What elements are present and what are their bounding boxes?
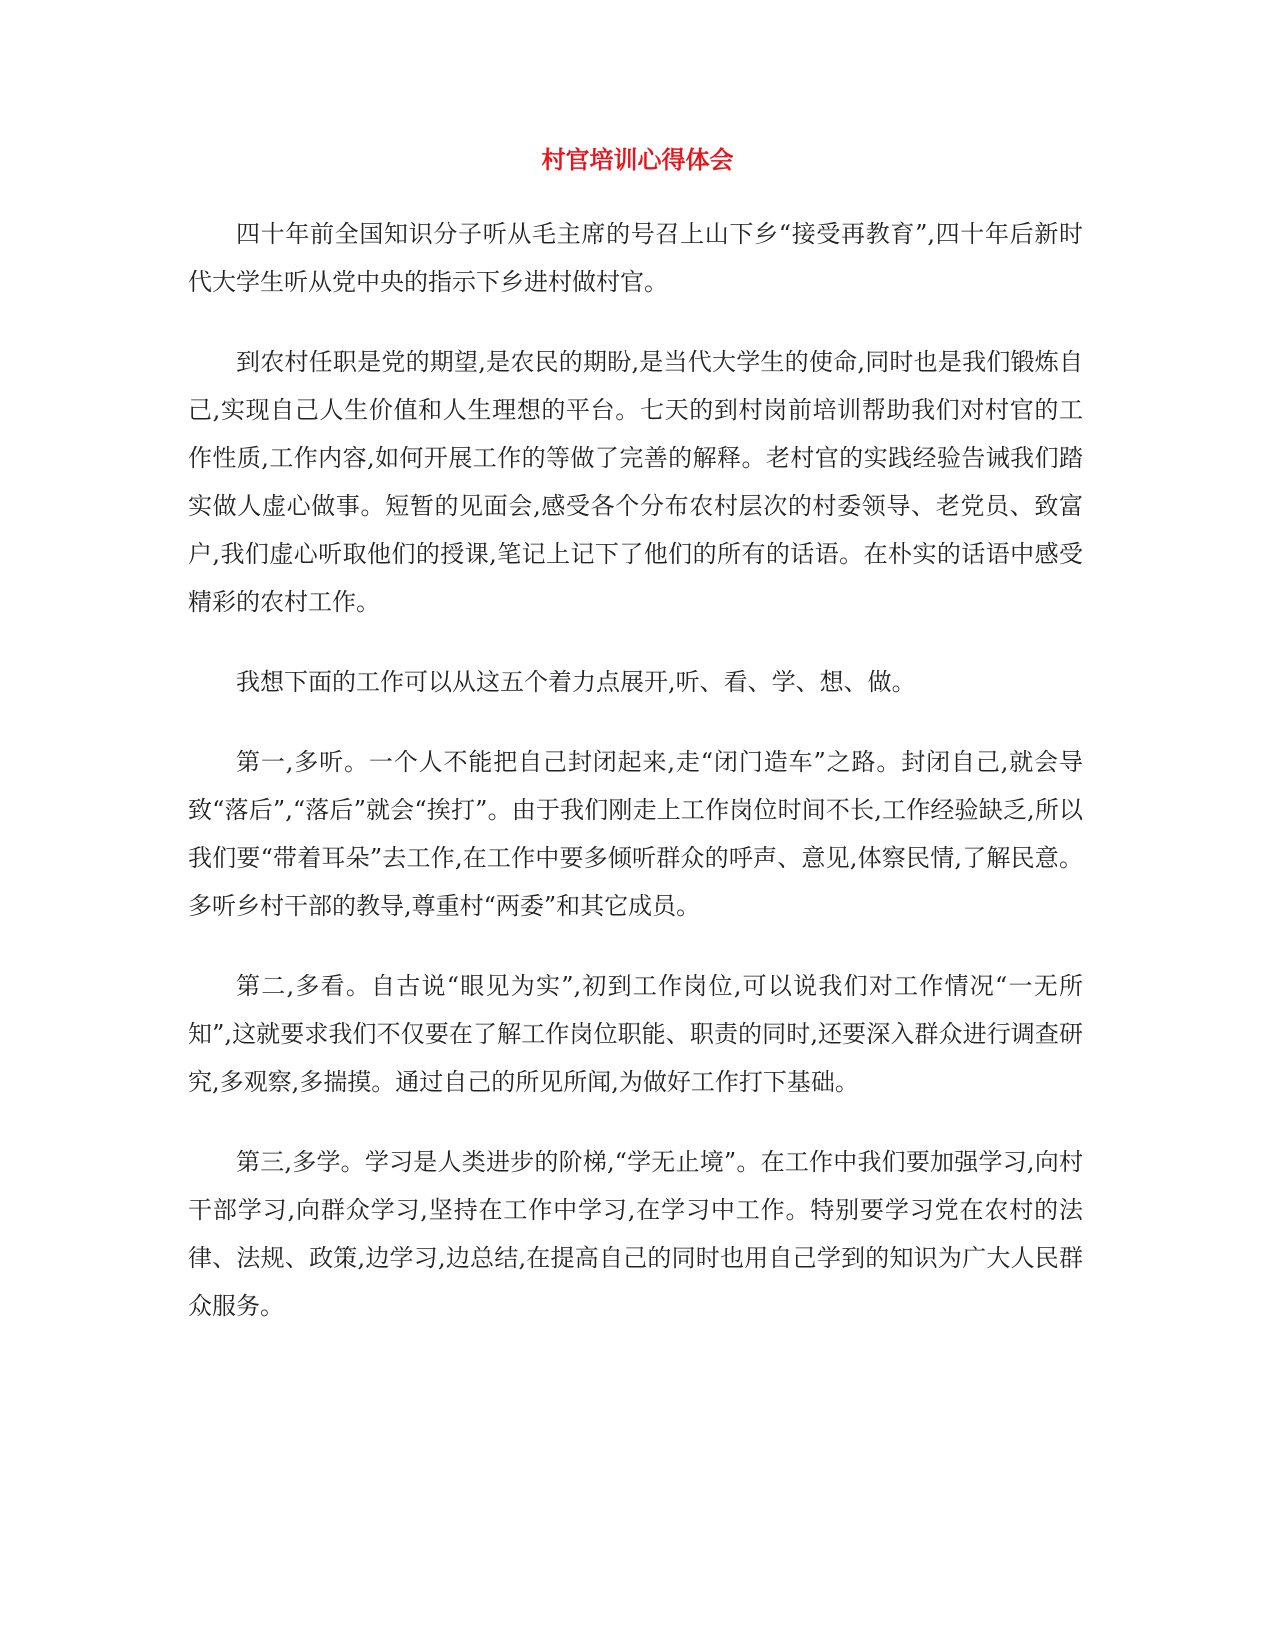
paragraph-1: 四十年前全国知识分子听从毛主席的号召上山下乡“接受再教育”,四十年后新时代大学生听从党中央的指示下乡进村做村官。	[188, 220, 1083, 296]
paragraph-2: 到农村任职是党的期望,是农民的期盼,是当代大学生的使命,同时也是我们锻炼自己,实现自己人生价值和人生理想的平台。七天的到村岗前培训帮助我们对村官的工作性质,工作内容,如何开展工作的等做了完善的解释。老村官的实践经验告诫我们踏实做人虚心做事。短暂的见面会,感受各个分布农村层次的村委领导、老党员、致富户,我们虚心听取他们的授课,笔记上记下了他们的所有的话语。在朴实的话语中感受精彩的农村工作。	[188, 348, 1083, 616]
document-body	[188, 210, 1083, 1362]
paragraph-6: 第三,多学。学习是人类进步的阶梯,“学无止境”。在工作中我们要加强学习,向村干部学习,向群众学习,坚持在工作中学习,在学习中工作。特别要学习党在农村的法律、法规、政策,边学习,边总结,在提高自己的同时也用自己学到的知识为广大人民群众服务。	[188, 1148, 1083, 1320]
paragraph-3: 我想下面的工作可以从这五个着力点展开,听、看、学、想、做。	[236, 668, 916, 696]
paragraph-5: 第二,多看。自古说“眼见为实”,初到工作岗位,可以说我们对工作情况“一无所知”,这就要求我们不仅要在了解工作岗位职能、职责的同时,还要深入群众进行调查研究,多观察,多揣摸。通过自己的所见所闻,为做好工作打下基础。	[188, 972, 1083, 1096]
document-title: 村官培训心得体会	[541, 145, 734, 174]
paragraph-4: 第一,多听。一个人不能把自己封闭起来,走“闭门造车”之路。封闭自己,就会导致“落后”,“落后”就会“挨打”。由于我们刚走上工作岗位时间不长,工作经验缺乏,所以我们要“带着耳朵”去工作,在工作中要多倾听群众的呼声、意见,体察民情,了解民意。多听乡村干部的教导,尊重村“两委”和其它成员。	[188, 748, 1083, 920]
